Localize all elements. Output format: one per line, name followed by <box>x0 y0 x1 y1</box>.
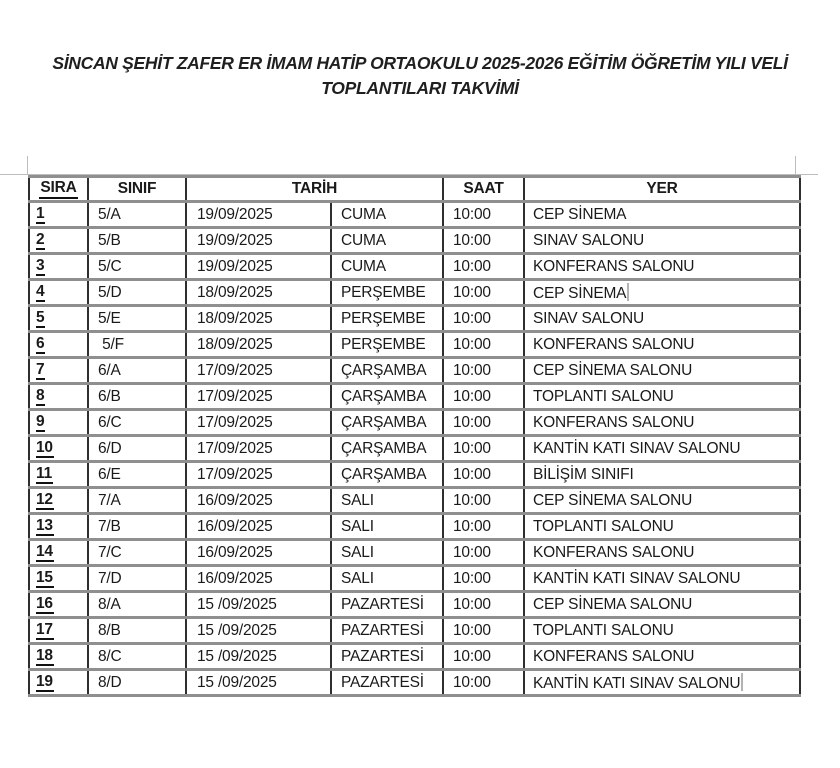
day-cell[interactable] <box>331 332 443 358</box>
day-cell-text: ÇARŞAMBA <box>341 465 427 483</box>
row-number-cell-text: 1 <box>36 205 45 224</box>
date-cell[interactable] <box>186 202 331 228</box>
day-cell-text: PERŞEMBE <box>341 335 426 353</box>
day-cell-text: PERŞEMBE <box>341 309 426 327</box>
day-cell[interactable] <box>331 488 443 514</box>
class-cell[interactable] <box>88 332 186 358</box>
row-number-cell-text: 11 <box>36 465 53 484</box>
row-number-cell-text: 13 <box>36 517 54 536</box>
row-number-cell[interactable] <box>29 332 88 358</box>
class-cell[interactable] <box>88 254 186 280</box>
time-cell[interactable] <box>443 670 524 696</box>
col-header-sira[interactable] <box>29 177 88 202</box>
row-number-cell-text: 6 <box>36 335 45 354</box>
row-number-cell[interactable] <box>29 540 88 566</box>
row-number-cell[interactable] <box>29 488 88 514</box>
page-title-line2: TOPLANTILARI TAKVİMİ <box>321 78 519 98</box>
date-cell-text: 19/09/2025 <box>197 205 273 223</box>
class-cell[interactable] <box>88 566 186 592</box>
class-cell[interactable] <box>88 592 186 618</box>
date-cell[interactable] <box>186 592 331 618</box>
date-cell-text: 17/09/2025 <box>197 361 273 379</box>
place-cell[interactable] <box>524 488 800 514</box>
place-cell-text: SINAV SALONU <box>533 231 645 249</box>
day-cell-text: PAZARTESİ <box>341 673 424 691</box>
class-cell[interactable] <box>88 488 186 514</box>
time-cell[interactable] <box>443 644 524 670</box>
time-cell-text: 10:00 <box>453 439 491 457</box>
class-cell-text: 5/D <box>98 283 122 301</box>
row-number-cell[interactable] <box>29 462 88 488</box>
place-cell[interactable] <box>524 670 800 696</box>
class-cell[interactable] <box>88 384 186 410</box>
time-cell-text: 10:00 <box>453 465 491 483</box>
class-cell[interactable] <box>88 358 186 384</box>
day-cell-text: SALI <box>341 543 374 561</box>
day-cell[interactable] <box>331 436 443 462</box>
time-cell[interactable] <box>443 332 524 358</box>
table-row <box>29 202 800 228</box>
day-cell-text: PAZARTESİ <box>341 595 424 613</box>
day-cell-text: ÇARŞAMBA <box>341 413 427 431</box>
time-cell-text: 10:00 <box>453 309 491 327</box>
place-cell[interactable] <box>524 436 800 462</box>
day-cell[interactable] <box>331 306 443 332</box>
date-cell[interactable] <box>186 540 331 566</box>
time-cell[interactable] <box>443 540 524 566</box>
place-cell-text: CEP SİNEMA SALONU <box>533 595 693 613</box>
row-number-cell[interactable] <box>29 644 88 670</box>
day-cell[interactable] <box>331 618 443 644</box>
class-cell-text: 8/B <box>98 621 121 639</box>
row-number-cell-text: 19 <box>36 673 54 692</box>
class-cell-text: 6/A <box>98 361 121 379</box>
row-number-cell-text: 15 <box>36 569 54 588</box>
time-cell[interactable] <box>443 488 524 514</box>
time-cell[interactable] <box>443 566 524 592</box>
date-cell[interactable] <box>186 566 331 592</box>
row-number-cell-text: 12 <box>36 491 54 510</box>
row-number-cell[interactable] <box>29 228 88 254</box>
time-cell-text: 10:00 <box>453 387 491 405</box>
date-cell-text: 18/09/2025 <box>197 309 273 327</box>
day-cell[interactable] <box>331 228 443 254</box>
place-cell-text: SINAV SALONU <box>533 309 645 327</box>
place-cell-text: KONFERANS SALONU <box>533 413 695 431</box>
class-cell-text: 6/C <box>98 413 122 431</box>
date-cell-text: 15 /09/2025 <box>197 647 277 665</box>
time-cell[interactable] <box>443 280 524 306</box>
time-cell-text: 10:00 <box>453 283 491 301</box>
table-row <box>29 670 800 696</box>
date-cell[interactable] <box>186 514 331 540</box>
row-number-cell[interactable] <box>29 436 88 462</box>
day-cell-text: PERŞEMBE <box>341 283 426 301</box>
text-boundary-tick-left <box>27 156 28 175</box>
text-cursor <box>627 283 629 301</box>
time-cell-text: 10:00 <box>453 257 491 275</box>
day-cell[interactable] <box>331 462 443 488</box>
row-number-cell[interactable] <box>29 592 88 618</box>
date-cell-text: 18/09/2025 <box>197 283 273 301</box>
day-cell-text: ÇARŞAMBA <box>341 361 427 379</box>
day-cell-text: CUMA <box>341 257 386 275</box>
place-cell[interactable] <box>524 410 800 436</box>
day-cell-text: SALI <box>341 569 374 587</box>
date-cell-text: 17/09/2025 <box>197 413 273 431</box>
table-row <box>29 332 800 358</box>
class-cell-text: 7/A <box>98 491 121 509</box>
date-cell-text: 15 /09/2025 <box>197 621 277 639</box>
class-cell[interactable] <box>88 670 186 696</box>
day-cell[interactable] <box>331 540 443 566</box>
table-row <box>29 644 800 670</box>
place-cell-text: KONFERANS SALONU <box>533 335 695 353</box>
table-row <box>29 618 800 644</box>
table-row <box>29 514 800 540</box>
place-cell[interactable] <box>524 280 800 306</box>
table-row <box>29 306 800 332</box>
date-cell-text: 15 /09/2025 <box>197 673 277 691</box>
table-row <box>29 384 800 410</box>
day-cell-text: CUMA <box>341 231 386 249</box>
page-title[interactable] <box>0 51 840 101</box>
table-row <box>29 462 800 488</box>
time-cell[interactable] <box>443 436 524 462</box>
row-number-cell-text: 9 <box>36 413 45 432</box>
date-cell[interactable] <box>186 332 331 358</box>
date-cell[interactable] <box>186 644 331 670</box>
place-cell[interactable] <box>524 462 800 488</box>
place-cell-text: KANTİN KATI SINAV SALONU <box>533 674 741 692</box>
class-cell-text: 5/E <box>98 309 121 327</box>
class-cell-text: 7/D <box>98 569 122 587</box>
class-cell[interactable] <box>88 540 186 566</box>
place-cell-text: CEP SİNEMA <box>533 284 627 302</box>
row-number-cell-text: 2 <box>36 231 45 250</box>
row-number-cell-text: 3 <box>36 257 45 276</box>
class-cell[interactable] <box>88 644 186 670</box>
time-cell[interactable] <box>443 254 524 280</box>
text-boundary-tick-right <box>795 156 796 175</box>
place-cell[interactable] <box>524 514 800 540</box>
date-cell[interactable] <box>186 306 331 332</box>
row-number-cell-text: 5 <box>36 309 45 328</box>
col-header-sira-label: SIRA <box>39 179 77 198</box>
place-cell-text: CEP SİNEMA <box>533 205 627 223</box>
row-number-cell-text: 16 <box>36 595 54 614</box>
row-number-cell-text: 4 <box>36 283 45 302</box>
time-cell[interactable] <box>443 306 524 332</box>
class-cell-text: 6/B <box>98 387 121 405</box>
class-cell[interactable] <box>88 618 186 644</box>
row-number-cell-text: 18 <box>36 647 54 666</box>
row-number-cell-text: 14 <box>36 543 54 562</box>
place-cell[interactable] <box>524 592 800 618</box>
class-cell-text: 8/A <box>98 595 121 613</box>
row-number-cell[interactable] <box>29 358 88 384</box>
row-number-cell[interactable] <box>29 254 88 280</box>
place-cell-text: KANTİN KATI SINAV SALONU <box>533 439 741 457</box>
date-cell[interactable] <box>186 280 331 306</box>
date-cell-text: 15 /09/2025 <box>197 595 277 613</box>
place-cell-text: KANTİN KATI SINAV SALONU <box>533 569 741 587</box>
day-cell-text: PAZARTESİ <box>341 647 424 665</box>
time-cell[interactable] <box>443 462 524 488</box>
day-cell-text: CUMA <box>341 205 386 223</box>
place-cell-text: KONFERANS SALONU <box>533 257 695 275</box>
row-number-cell-text: 17 <box>36 621 54 640</box>
place-cell-text: KONFERANS SALONU <box>533 647 695 665</box>
schedule-table <box>28 175 801 697</box>
class-cell-text: 7/B <box>98 517 121 535</box>
place-cell[interactable] <box>524 540 800 566</box>
date-cell[interactable] <box>186 384 331 410</box>
day-cell[interactable] <box>331 644 443 670</box>
place-cell-text: CEP SİNEMA SALONU <box>533 491 693 509</box>
date-cell-text: 16/09/2025 <box>197 543 273 561</box>
class-cell-text: 8/C <box>98 647 122 665</box>
time-cell[interactable] <box>443 384 524 410</box>
date-cell-text: 16/09/2025 <box>197 569 273 587</box>
class-cell-text: 5/A <box>98 205 121 223</box>
day-cell-text: PAZARTESİ <box>341 621 424 639</box>
header-row <box>29 177 800 202</box>
class-cell-text: 6/D <box>98 439 122 457</box>
time-cell-text: 10:00 <box>453 413 491 431</box>
class-cell-text: 7/C <box>98 543 122 561</box>
day-cell[interactable] <box>331 514 443 540</box>
day-cell[interactable] <box>331 280 443 306</box>
date-cell[interactable] <box>186 670 331 696</box>
date-cell[interactable] <box>186 358 331 384</box>
table-row <box>29 358 800 384</box>
place-cell[interactable] <box>524 644 800 670</box>
time-cell-text: 10:00 <box>453 231 491 249</box>
day-cell[interactable] <box>331 202 443 228</box>
table-row <box>29 592 800 618</box>
date-cell[interactable] <box>186 228 331 254</box>
place-cell-text: CEP SİNEMA SALONU <box>533 361 693 379</box>
date-cell-text: 16/09/2025 <box>197 517 273 535</box>
time-cell-text: 10:00 <box>453 205 491 223</box>
text-cursor <box>741 673 743 691</box>
col-header-saat[interactable]: SAAT <box>443 177 524 202</box>
date-cell[interactable] <box>186 436 331 462</box>
row-number-cell[interactable] <box>29 384 88 410</box>
place-cell[interactable] <box>524 358 800 384</box>
day-cell[interactable] <box>331 592 443 618</box>
time-cell-text: 10:00 <box>453 543 491 561</box>
row-number-cell[interactable] <box>29 280 88 306</box>
time-cell-text: 10:00 <box>453 361 491 379</box>
place-cell-text: KONFERANS SALONU <box>533 543 695 561</box>
table-row <box>29 540 800 566</box>
day-cell-text: SALI <box>341 491 374 509</box>
table-row <box>29 410 800 436</box>
place-cell-text: TOPLANTI SALONU <box>533 621 674 639</box>
class-cell-text: 5/C <box>98 257 122 275</box>
place-cell[interactable] <box>524 566 800 592</box>
place-cell[interactable] <box>524 202 800 228</box>
date-cell[interactable] <box>186 410 331 436</box>
date-cell-text: 18/09/2025 <box>197 335 273 353</box>
time-cell[interactable] <box>443 514 524 540</box>
place-cell-text: BİLİŞİM SINIFI <box>533 465 634 483</box>
day-cell[interactable] <box>331 358 443 384</box>
place-cell[interactable] <box>524 254 800 280</box>
date-cell-text: 19/09/2025 <box>197 231 273 249</box>
date-cell-text: 17/09/2025 <box>197 387 273 405</box>
place-cell[interactable] <box>524 618 800 644</box>
table-row <box>29 280 800 306</box>
class-cell-text: 8/D <box>98 673 122 691</box>
time-cell-text: 10:00 <box>453 335 491 353</box>
col-header-sinif[interactable]: SINIF <box>88 177 186 202</box>
table-row <box>29 488 800 514</box>
class-cell[interactable] <box>88 436 186 462</box>
day-cell[interactable] <box>331 254 443 280</box>
row-number-cell[interactable] <box>29 670 88 696</box>
time-cell[interactable] <box>443 618 524 644</box>
place-cell[interactable] <box>524 306 800 332</box>
class-cell[interactable] <box>88 306 186 332</box>
date-cell[interactable] <box>186 254 331 280</box>
time-cell[interactable] <box>443 202 524 228</box>
class-cell[interactable] <box>88 228 186 254</box>
table-row <box>29 254 800 280</box>
place-cell[interactable] <box>524 228 800 254</box>
class-cell[interactable] <box>88 514 186 540</box>
row-number-cell-text: 10 <box>36 439 54 458</box>
row-number-cell-text: 7 <box>36 361 45 380</box>
row-number-cell[interactable] <box>29 618 88 644</box>
table-row <box>29 566 800 592</box>
row-number-cell-text: 8 <box>36 387 45 406</box>
time-cell-text: 10:00 <box>453 673 491 691</box>
place-cell-text: TOPLANTI SALONU <box>533 517 674 535</box>
time-cell[interactable] <box>443 358 524 384</box>
time-cell-text: 10:00 <box>453 517 491 535</box>
place-cell-text: TOPLANTI SALONU <box>533 387 674 405</box>
class-cell[interactable] <box>88 202 186 228</box>
day-cell[interactable] <box>331 566 443 592</box>
day-cell-text: ÇARŞAMBA <box>341 439 427 457</box>
class-cell-text: 5/B <box>98 231 121 249</box>
class-cell[interactable] <box>88 280 186 306</box>
day-cell-text: ÇARŞAMBA <box>341 387 427 405</box>
class-cell[interactable] <box>88 462 186 488</box>
class-cell-text: 5/F <box>98 335 124 353</box>
table-row <box>29 228 800 254</box>
col-header-yer[interactable]: YER <box>524 177 800 202</box>
time-cell-text: 10:00 <box>453 491 491 509</box>
date-cell[interactable] <box>186 488 331 514</box>
place-cell[interactable] <box>524 384 800 410</box>
time-cell-text: 10:00 <box>453 621 491 639</box>
row-number-cell[interactable] <box>29 306 88 332</box>
time-cell-text: 10:00 <box>453 647 491 665</box>
row-number-cell[interactable] <box>29 566 88 592</box>
class-cell-text: 6/E <box>98 465 121 483</box>
date-cell-text: 19/09/2025 <box>197 257 273 275</box>
time-cell[interactable] <box>443 228 524 254</box>
day-cell[interactable] <box>331 384 443 410</box>
table-row <box>29 436 800 462</box>
date-cell[interactable] <box>186 462 331 488</box>
page-title-line1: SİNCAN ŞEHİT ZAFER ER İMAM HATİP ORTAOKULU 2025-2026 EĞİTİM ÖĞRETİM YILI VELİ <box>52 53 788 73</box>
day-cell-text: SALI <box>341 517 374 535</box>
row-number-cell[interactable] <box>29 202 88 228</box>
row-number-cell[interactable] <box>29 514 88 540</box>
date-cell-text: 17/09/2025 <box>197 465 273 483</box>
row-number-cell[interactable] <box>29 410 88 436</box>
day-cell[interactable] <box>331 670 443 696</box>
day-cell[interactable] <box>331 410 443 436</box>
time-cell-text: 10:00 <box>453 595 491 613</box>
date-cell-text: 17/09/2025 <box>197 439 273 457</box>
time-cell-text: 10:00 <box>453 569 491 587</box>
place-cell[interactable] <box>524 332 800 358</box>
date-cell-text: 16/09/2025 <box>197 491 273 509</box>
col-header-tarih[interactable]: TARİH <box>186 177 443 202</box>
time-cell[interactable] <box>443 592 524 618</box>
date-cell[interactable] <box>186 618 331 644</box>
class-cell[interactable] <box>88 410 186 436</box>
time-cell[interactable] <box>443 410 524 436</box>
